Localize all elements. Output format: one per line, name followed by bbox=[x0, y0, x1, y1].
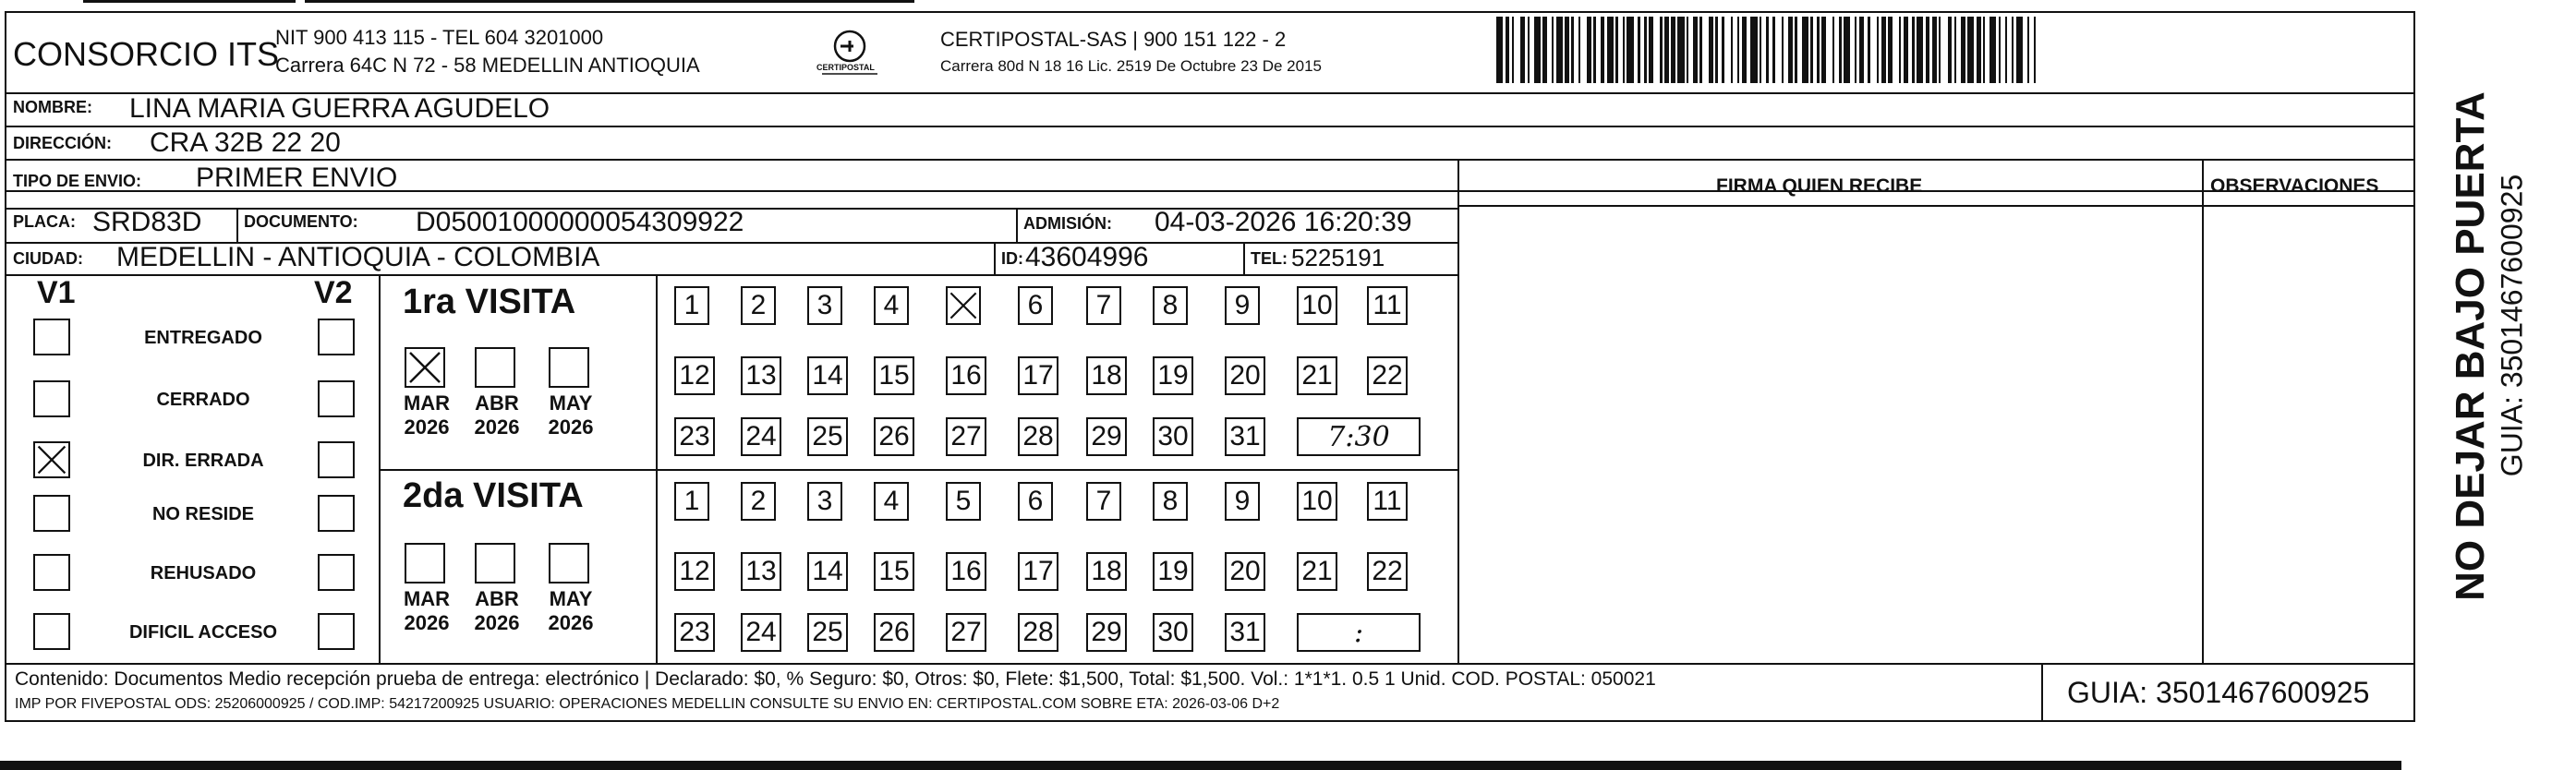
nombre-value: LINA MARIA GUERRA AGUDELO bbox=[129, 93, 550, 124]
day-number: 19 bbox=[1157, 360, 1189, 391]
ciudad-label: CIUDAD: bbox=[13, 249, 83, 268]
nit-line: NIT 900 413 115 - TEL 604 3201000 bbox=[275, 26, 604, 49]
visit2-time-value: : bbox=[1353, 616, 1364, 649]
col-header-line bbox=[1457, 205, 2415, 207]
day-number: 3 bbox=[816, 290, 833, 320]
row-line bbox=[5, 159, 2415, 161]
visit2-day-18[interactable] bbox=[1086, 552, 1127, 591]
day-number: 23 bbox=[679, 421, 710, 451]
firma-header: FIRMA QUIEN RECIBE bbox=[1716, 175, 1923, 197]
visit2-day-8[interactable] bbox=[1153, 482, 1188, 521]
visit2-day-24[interactable] bbox=[741, 613, 781, 652]
v2-checkbox-4[interactable] bbox=[318, 495, 355, 532]
day-number: 12 bbox=[679, 556, 710, 586]
day-number: 16 bbox=[950, 360, 982, 391]
day-number: 20 bbox=[1229, 360, 1261, 391]
tel-label: TEL: bbox=[1251, 249, 1288, 268]
visit1-day-2[interactable] bbox=[741, 286, 776, 325]
visit1-day-4[interactable] bbox=[874, 286, 909, 325]
status-label: CERRADO bbox=[156, 390, 250, 410]
visit2-day-30[interactable] bbox=[1153, 613, 1193, 652]
visit1-day-19[interactable] bbox=[1153, 356, 1193, 395]
certipostal-line2: Carrera 80d N 18 16 Lic. 2519 De Octubre 23 De 2015 bbox=[940, 57, 1322, 75]
v1-label: V1 bbox=[37, 275, 76, 310]
day-number: 23 bbox=[679, 617, 710, 647]
day-number: 5 bbox=[955, 486, 972, 516]
v2-checkbox-3[interactable] bbox=[318, 441, 355, 478]
day-number: 26 bbox=[878, 421, 910, 451]
day-number: 18 bbox=[1091, 556, 1122, 586]
row-line bbox=[5, 274, 1457, 276]
visit1-time-box[interactable] bbox=[1297, 417, 1421, 456]
visit1-day-20[interactable] bbox=[1225, 356, 1265, 395]
cell-divider bbox=[1243, 242, 1245, 274]
side-text bbox=[2420, 92, 2531, 665]
visit1-day-7[interactable] bbox=[1086, 286, 1121, 325]
company-name: CONSORCIO ITS bbox=[13, 35, 280, 73]
visit2-day-10[interactable] bbox=[1297, 482, 1337, 521]
day-number: 1 bbox=[683, 486, 700, 516]
day-number: 18 bbox=[1091, 360, 1122, 391]
status-label: ENTREGADO bbox=[144, 328, 262, 348]
day-number: 6 bbox=[1027, 486, 1044, 516]
visit1-day-14[interactable] bbox=[807, 356, 848, 395]
day-number: 14 bbox=[812, 556, 843, 586]
v1-checkbox-6[interactable] bbox=[33, 613, 70, 650]
certipostal-line1: CERTIPOSTAL-SAS | 900 151 122 - 2 bbox=[940, 28, 1287, 51]
status-label: DIR. ERRADA bbox=[142, 451, 264, 471]
day-number: 6 bbox=[1027, 290, 1044, 320]
day-number: 17 bbox=[1022, 360, 1054, 391]
visit2-day-20[interactable] bbox=[1225, 552, 1265, 591]
certipostal-logo-text: CERTIPOSTAL bbox=[816, 63, 875, 72]
visit1-title: 1ra VISITA bbox=[403, 283, 576, 321]
visit2-day-4[interactable] bbox=[874, 482, 909, 521]
day-number: 9 bbox=[1234, 486, 1251, 516]
day-number: 14 bbox=[812, 360, 843, 391]
visit2-day-29[interactable] bbox=[1086, 613, 1127, 652]
v2-checkbox-6[interactable] bbox=[318, 613, 355, 650]
barcode bbox=[1496, 17, 2226, 83]
visit1-day-12[interactable] bbox=[674, 356, 715, 395]
visit1-day-1[interactable] bbox=[674, 286, 709, 325]
day-number: 7 bbox=[1095, 290, 1112, 320]
v1-checkbox-5[interactable] bbox=[33, 554, 70, 591]
day-number: 21 bbox=[1301, 556, 1333, 586]
day-number: 7 bbox=[1095, 486, 1112, 516]
visit2-month-label: MAR bbox=[403, 587, 451, 610]
documento-label: DOCUMENTO: bbox=[244, 212, 358, 231]
day-number: 31 bbox=[1229, 421, 1261, 451]
day-number: 29 bbox=[1091, 617, 1122, 647]
visit2-month-checkbox-3[interactable] bbox=[549, 543, 589, 584]
side-guia: GUIA: 3501467600925 bbox=[2495, 174, 2529, 477]
visit2-day-28[interactable] bbox=[1018, 613, 1058, 652]
visit2-month-year: 2026 bbox=[474, 611, 520, 634]
visit2-day-14[interactable] bbox=[807, 552, 848, 591]
visit-divider-h bbox=[379, 469, 1457, 471]
id-label: ID: bbox=[1001, 249, 1023, 268]
day-number: 28 bbox=[1022, 617, 1054, 647]
placa-label: PLACA: bbox=[13, 212, 76, 231]
visit2-day-2[interactable] bbox=[741, 482, 776, 521]
v1-checkbox-4[interactable] bbox=[33, 495, 70, 532]
day-number: 13 bbox=[745, 556, 777, 586]
visit1-day-26[interactable] bbox=[874, 417, 914, 456]
day-number: 30 bbox=[1157, 421, 1189, 451]
visit1-day-11[interactable] bbox=[1367, 286, 1408, 325]
visit1-day-6[interactable] bbox=[1018, 286, 1053, 325]
visit2-day-6[interactable] bbox=[1018, 482, 1053, 521]
tel-value: 5225191 bbox=[1291, 244, 1385, 271]
day-number: 15 bbox=[878, 556, 910, 586]
day-number: 1 bbox=[683, 290, 700, 320]
day-number: 4 bbox=[883, 486, 900, 516]
visit1-day-22[interactable] bbox=[1367, 356, 1408, 395]
visit2-day-9[interactable] bbox=[1225, 482, 1260, 521]
visit1-day-8[interactable] bbox=[1153, 286, 1188, 325]
day-number: 17 bbox=[1022, 556, 1054, 586]
visit1-month-year: 2026 bbox=[474, 415, 520, 439]
visit2-month-year: 2026 bbox=[404, 611, 450, 634]
day-number: 10 bbox=[1301, 486, 1333, 516]
day-number: 30 bbox=[1157, 617, 1189, 647]
placa-value: SRD83D bbox=[92, 207, 202, 237]
visit2-day-25[interactable] bbox=[807, 613, 848, 652]
visit1-day-9[interactable] bbox=[1225, 286, 1260, 325]
visit2-month-checkbox-2[interactable] bbox=[475, 543, 515, 584]
v2-checkbox-2[interactable] bbox=[318, 380, 355, 417]
visit2-month-label: ABR bbox=[475, 587, 519, 610]
certipostal-logo bbox=[813, 28, 887, 81]
visit1-month-checkbox-1[interactable] bbox=[405, 347, 445, 388]
visit1-day-23[interactable] bbox=[674, 417, 715, 456]
day-number: 24 bbox=[745, 421, 777, 451]
visit2-day-15[interactable] bbox=[874, 552, 914, 591]
day-number: 24 bbox=[745, 617, 777, 647]
tipo-envio-value: PRIMER ENVIO bbox=[196, 162, 398, 193]
top-rule bbox=[83, 0, 296, 3]
visit1-month-label: MAR bbox=[403, 391, 451, 415]
day-number: 9 bbox=[1234, 290, 1251, 320]
visit1-day-29[interactable] bbox=[1086, 417, 1127, 456]
visit2-day-23[interactable] bbox=[674, 613, 715, 652]
visit2-day-27[interactable] bbox=[946, 613, 986, 652]
day-number: 26 bbox=[878, 617, 910, 647]
visit2-month-label: MAY bbox=[549, 587, 593, 610]
day-number: 29 bbox=[1091, 421, 1122, 451]
v2-checkbox-1[interactable] bbox=[318, 319, 355, 355]
visit2-day-17[interactable] bbox=[1018, 552, 1058, 591]
day-number: 27 bbox=[950, 617, 982, 647]
day-number: 8 bbox=[1162, 486, 1179, 516]
visit2-day-11[interactable] bbox=[1367, 482, 1408, 521]
visit2-day-3[interactable] bbox=[807, 482, 842, 521]
day-number: 22 bbox=[1372, 360, 1403, 391]
company-address: Carrera 64C N 72 - 58 MEDELLIN ANTIOQUIA bbox=[275, 54, 700, 77]
visit1-day-27[interactable] bbox=[946, 417, 986, 456]
visit1-day-16[interactable] bbox=[946, 356, 986, 395]
day-number: 19 bbox=[1157, 556, 1189, 586]
visit1-day-10[interactable] bbox=[1297, 286, 1337, 325]
visit2-day-1[interactable] bbox=[674, 482, 709, 521]
day-number: 8 bbox=[1162, 290, 1179, 320]
day-number: 4 bbox=[883, 290, 900, 320]
day-number: 16 bbox=[950, 556, 982, 586]
bottom-rule bbox=[0, 761, 2401, 770]
visit2-day-21[interactable] bbox=[1297, 552, 1337, 591]
visit2-day-13[interactable] bbox=[741, 552, 781, 591]
visit2-day-19[interactable] bbox=[1153, 552, 1193, 591]
day-number: 11 bbox=[1373, 486, 1402, 516]
day-number: 25 bbox=[812, 421, 843, 451]
visit2-day-5[interactable] bbox=[946, 482, 981, 521]
footer-line2: IMP POR FIVEPOSTAL ODS: 25206000925 / COD.IMP: 54217200925 USUARIO: OPERACIONES MEDELLIN CONSULTE SU ENVIO EN: CERTIPOSTAL.COM SOBRE ETA: 2026-03-06 D+2 bbox=[15, 696, 1280, 712]
visit1-day-17[interactable] bbox=[1018, 356, 1058, 395]
day-number: 2 bbox=[750, 290, 767, 320]
visit1-day-21[interactable] bbox=[1297, 356, 1337, 395]
documento-value: D05001000000054309922 bbox=[416, 207, 744, 237]
day-number: 11 bbox=[1373, 290, 1402, 320]
nombre-label: NOMBRE: bbox=[13, 98, 92, 116]
visit2-day-22[interactable] bbox=[1367, 552, 1408, 591]
tipo-envio-label: TIPO DE ENVIO: bbox=[13, 172, 142, 190]
visit1-day-30[interactable] bbox=[1153, 417, 1193, 456]
visit2-month-checkbox-1[interactable] bbox=[405, 543, 445, 584]
visit2-time-box[interactable] bbox=[1297, 613, 1421, 652]
status-label: DIFICIL ACCESO bbox=[128, 622, 277, 643]
day-number: 31 bbox=[1229, 617, 1261, 647]
v2-checkbox-5[interactable] bbox=[318, 554, 355, 591]
visit1-month-checkbox-2[interactable] bbox=[475, 347, 515, 388]
admision-label: ADMISIÓN: bbox=[1023, 214, 1112, 233]
visit1-day-5[interactable] bbox=[946, 286, 981, 325]
visit2-day-16[interactable] bbox=[946, 552, 986, 591]
day-number: 13 bbox=[745, 360, 777, 391]
top-rule-2 bbox=[305, 0, 914, 3]
day-number: 3 bbox=[816, 486, 833, 516]
visit2-day-12[interactable] bbox=[674, 552, 715, 591]
visit1-month-year: 2026 bbox=[548, 415, 594, 439]
visit1-month-label: ABR bbox=[475, 391, 519, 415]
visit1-day-13[interactable] bbox=[741, 356, 781, 395]
visit1-day-18[interactable] bbox=[1086, 356, 1127, 395]
visit1-day-3[interactable] bbox=[807, 286, 842, 325]
id-value: 43604996 bbox=[1025, 242, 1149, 272]
v1-checkbox-2[interactable] bbox=[33, 380, 70, 417]
day-number: 25 bbox=[812, 617, 843, 647]
visit1-day-15[interactable] bbox=[874, 356, 914, 395]
ciudad-value: MEDELLIN - ANTIOQUIA - COLOMBIA bbox=[116, 242, 600, 272]
visit2-day-31[interactable] bbox=[1225, 613, 1265, 652]
day-number: 21 bbox=[1301, 360, 1333, 391]
visit1-month-label: MAY bbox=[549, 391, 593, 415]
observaciones-header: OBSERVACIONES bbox=[2210, 175, 2379, 197]
visit2-month-year: 2026 bbox=[548, 611, 594, 634]
day-number: 27 bbox=[950, 421, 982, 451]
v1-checkbox-1[interactable] bbox=[33, 319, 70, 355]
v1-checkbox-3[interactable] bbox=[33, 441, 70, 478]
cell-divider bbox=[236, 208, 238, 242]
visit1-month-year: 2026 bbox=[404, 415, 450, 439]
visit2-day-26[interactable] bbox=[874, 613, 914, 652]
visit1-month-checkbox-3[interactable] bbox=[549, 347, 589, 388]
day-number: 20 bbox=[1229, 556, 1261, 586]
day-number: 28 bbox=[1022, 421, 1054, 451]
visit2-title: 2da VISITA bbox=[403, 476, 584, 515]
admision-value: 04-03-2026 16:20:39 bbox=[1155, 207, 1412, 237]
direccion-value: CRA 32B 22 20 bbox=[150, 127, 341, 158]
day-number: 12 bbox=[679, 360, 710, 391]
visit1-day-28[interactable] bbox=[1018, 417, 1058, 456]
obs-divider bbox=[2202, 159, 2204, 665]
cell-divider bbox=[994, 242, 996, 274]
direccion-label: DIRECCIÓN: bbox=[13, 134, 112, 152]
day-number: 2 bbox=[750, 486, 767, 516]
day-number: 15 bbox=[878, 360, 910, 391]
visit1-day-31[interactable] bbox=[1225, 417, 1265, 456]
footer-guia: GUIA: 3501467600925 bbox=[2067, 676, 2370, 709]
status-label: REHUSADO bbox=[150, 563, 257, 584]
side-warning: NO DEJAR BAJO PUERTA bbox=[2448, 91, 2493, 601]
row-line bbox=[5, 126, 2415, 127]
visit1-day-25[interactable] bbox=[807, 417, 848, 456]
day-number: 10 bbox=[1301, 290, 1333, 320]
day-number: 22 bbox=[1372, 556, 1403, 586]
visit2-day-7[interactable] bbox=[1086, 482, 1121, 521]
v2-label: V2 bbox=[314, 275, 353, 310]
visit1-time-value: 7:30 bbox=[1327, 420, 1390, 453]
firma-divider bbox=[1457, 159, 1459, 665]
cell-divider bbox=[1016, 208, 1018, 242]
footer-line1: Contenido: Documentos Medio recepción prueba de entrega: electrónico | Declarado: $0, % Seguro: $0, Otros: $0, Flete: $1,500, Total: $1,500. Vol.: 1*1*1. 0.5 1 Unid. COD. POSTAL: 050021 bbox=[15, 668, 1656, 690]
status-label: NO RESIDE bbox=[151, 504, 255, 524]
visit1-day-24[interactable] bbox=[741, 417, 781, 456]
